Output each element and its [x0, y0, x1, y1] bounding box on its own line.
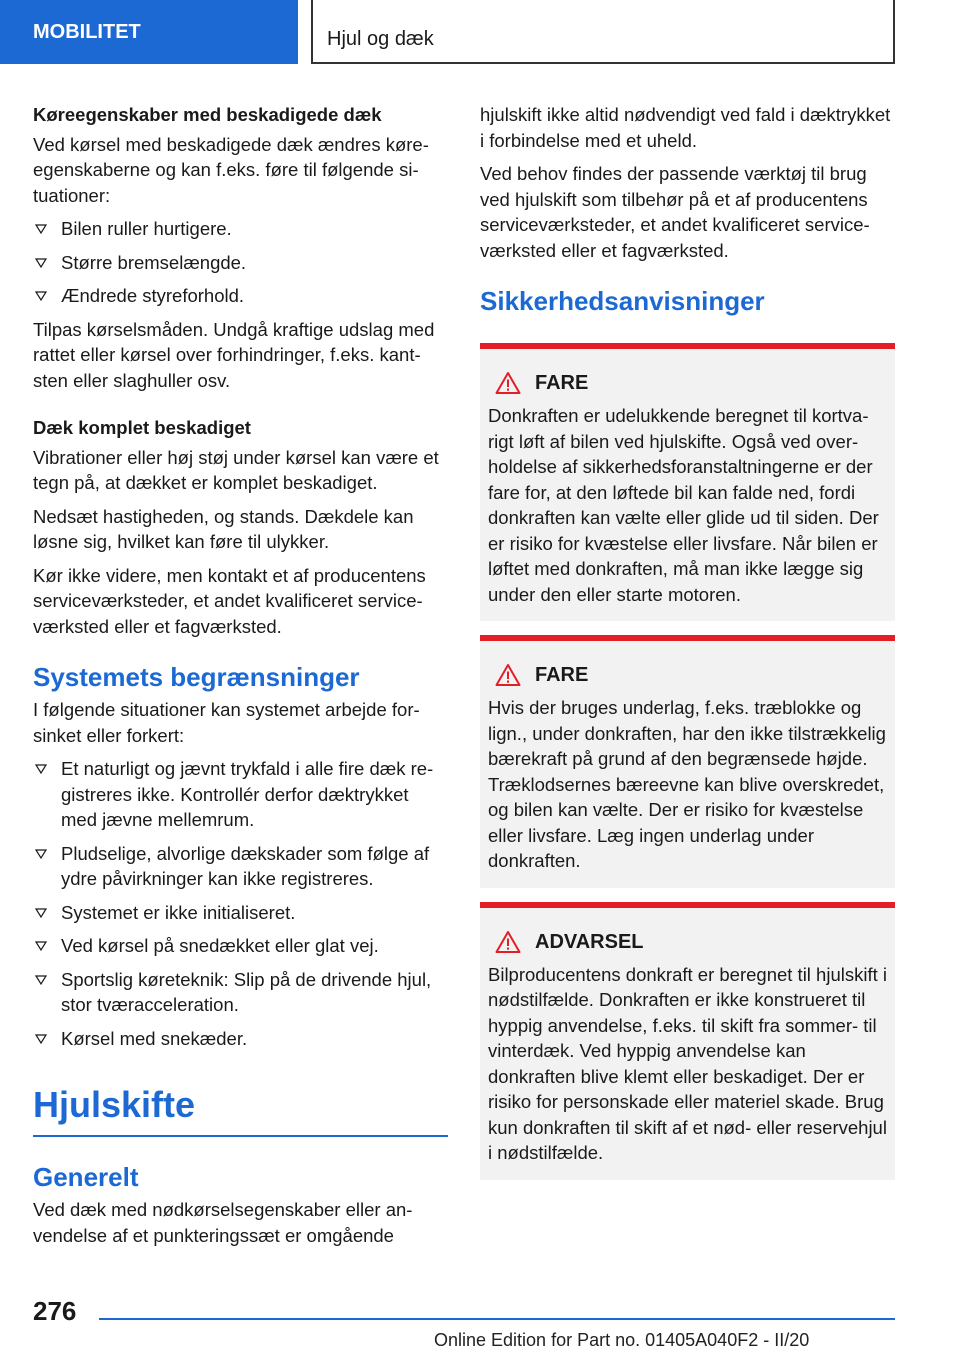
paragraph-system-limits: I følgende situationer kan systemet arbejde forsinket eller forkert: [33, 699, 420, 746]
paragraph-damaged-tires: Ved kørsel med beskadigede dæk ændres køreegenskaberne og kan f.eks. føre til følgende situationer: [33, 133, 429, 206]
warning-text: Bilproducentens donkraft er beregnet til hjulskift i nødstilfælde. Donkraften er ikke konstrueret til hyppig anvendelse, f.eks. til skift fra sommer- til vinterdæk. Ved hyppig anvendelse kan donkraften blive klemt eller beskadiget. Der er risiko for personskade eller materiel skade. Brug kun donkraften til skift af et nød- eller reservehjul i nødstilfælde. [488, 963, 887, 1163]
triangle-right-outline-icon [35, 975, 47, 985]
header-section-label: MOBILITET [33, 20, 141, 43]
right-column [480, 102, 895, 1194]
heading-completely-damaged: Dæk komplet beskadiget [33, 417, 251, 438]
list-item: Sportslig køreteknik: Slip på de drivende hjul, stor tværacceleration. [33, 967, 448, 1018]
heading-safety: Sikkerhedsanvisninger [480, 286, 765, 316]
warning-box [480, 902, 895, 1180]
list-system-limits [33, 756, 448, 1051]
paragraph-tools: Ved behov findes der passende værktøj til brug ved hjulskift som tilbehør på et af producentens serviceværksteder, et andet kvalificeret serviceværksted eller et fagværksted. [480, 163, 870, 261]
header-chapter-box [311, 0, 895, 64]
list-item: Kørsel med snekæder. [33, 1026, 448, 1052]
paragraph-continued: hjulskift ikke altid nødvendigt ved fald i dæktrykket i forbindelse med et uheld. [480, 104, 891, 151]
list-item: Systemet er ikke initialiseret. [33, 900, 448, 926]
heading-wheel-change: Hjulskifte [33, 1083, 448, 1137]
list-item: Pludselige, alvorlige dækskader som følge af ydre påvirkninger kan ikke registreres. [33, 841, 448, 892]
heading-damaged-tires: Køreegenskaber med beskadigede dæk [33, 104, 382, 125]
heading-general: Generelt [33, 1162, 139, 1192]
warning-box [480, 635, 895, 888]
warning-title: ADVARSEL [535, 930, 644, 953]
heading-system-limits: Systemets begrænsninger [33, 662, 360, 692]
list-damaged-effects [33, 216, 448, 309]
warning-title: FARE [535, 664, 589, 686]
edition-footer: Online Edition for Part no. 01405A040F2 - II/20 [434, 1330, 810, 1350]
warning-triangle-icon [495, 663, 521, 687]
triangle-right-outline-icon [35, 908, 47, 918]
footer-divider [99, 1318, 895, 1320]
header-section-tab [0, 0, 298, 64]
paragraph-reduce-speed: Nedsæt hastigheden, og stands. Dækdele kan løsne sig, hvilket kan føre til ulykker. [33, 505, 414, 552]
warning-triangle-icon [495, 930, 521, 954]
triangle-right-outline-icon [35, 941, 47, 951]
triangle-right-outline-icon [35, 258, 47, 268]
paragraph-adapt-driving: Tilpas kørselsmåden. Undgå kraftige udslag med rattet eller kørsel over forhindringer, f.eks. kantsten eller slaghuller osv. [33, 318, 435, 391]
paragraph-contact-service: Kør ikke videre, men kontakt et af producentens serviceværksteder, et andet kvalificeret serviceværksted eller et fagværksted. [33, 564, 426, 637]
warning-text: Donkraften er udelukkende beregnet til kortvarigt løft af bilen ved hjulskifte. Også ved overholdelse af sikkerhedsforanstaltningerne er der fare for, at den løftede bil kan falde ned, fordi donkraften kan vælte eller glide ud til siden. Der er risiko for kvæstelse eller livsfare. Når bilen er løftet med donkraften, må man ikke lægge sig under den eller starte motoren. [488, 405, 879, 605]
warning-title: FARE [535, 372, 589, 394]
list-item: Større bremselængde. [33, 250, 448, 276]
list-item: Bilen ruller hurtigere. [33, 216, 448, 242]
left-column [33, 102, 448, 1256]
triangle-right-outline-icon [35, 224, 47, 234]
list-item: Ændrede styreforhold. [33, 283, 448, 309]
header-chapter-label: Hjul og dæk [327, 28, 434, 50]
triangle-right-outline-icon [35, 764, 47, 774]
warning-text: Hvis der bruges underlag, f.eks. træblokke og lign., under donkraften, har den ikke tilstrækkelig bærekraft på grund af den begrænsede højde. Træklodsernes bæreevne kan blive overskredet, og bilen kan vælte. Der er risiko for kvæstelse eller livsfare. Læg ingen underlag under donkraften. [488, 697, 886, 871]
triangle-right-outline-icon [35, 291, 47, 301]
triangle-right-outline-icon [35, 1034, 47, 1044]
list-item: Ved kørsel på snedækket eller glat vej. [33, 933, 448, 959]
paragraph-general: Ved dæk med nødkørselsegenskaber eller anvendelse af et punkteringssæt er omgående [33, 1199, 413, 1246]
page-number: 276 [33, 1296, 77, 1326]
warning-box [480, 343, 895, 621]
warning-triangle-icon [495, 371, 521, 395]
paragraph-vibration: Vibrationer eller høj støj under kørsel kan være et tegn på, at dækket er komplet beskadiget. [33, 446, 439, 493]
list-item: Et naturligt og jævnt trykfald i alle fire dæk registreres ikke. Kontrollér derfor dæktrykket med jævne mellemrum. [33, 756, 448, 833]
triangle-right-outline-icon [35, 849, 47, 859]
